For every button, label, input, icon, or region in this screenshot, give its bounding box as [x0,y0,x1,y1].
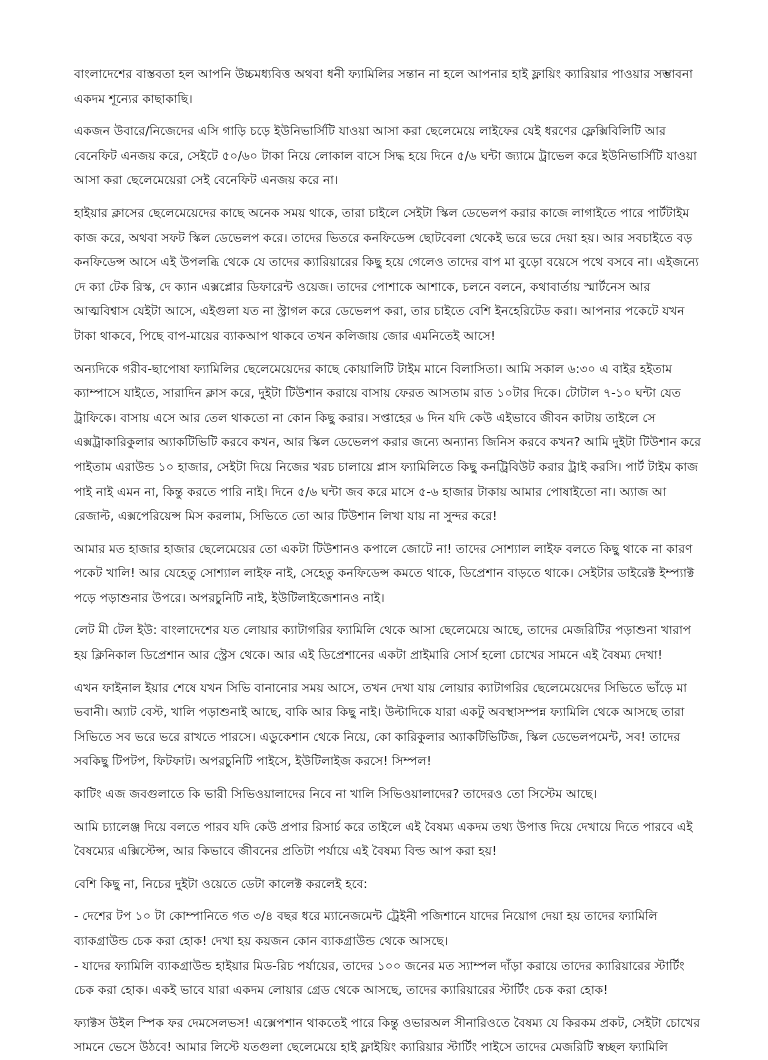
list-item-career-sample: - যাদের ফ্যামিলি ব্যাকগ্রাউন্ড হাইয়ার মিড-রিচ পর্যায়ের, তাদের ১০০ জনের মত স্যাম্পল দাঁড়া করায়ে তাদের ক্যারিয়ারের স্টার্টিং চেক করা হোক। একই ভাবে যারা একদম লোয়ার গ্রেড থেকে আসছে, তাদের ক্যারিয়ারের স্টার্টিং চেক করা হোক! [74,958,685,998]
paragraph-facts: ফ্যাক্টস উইল স্পিক ফর দেমসেলভস! এক্সেপশান থাকতেই পারে কিন্তু ওভারঅল সীনারিওতে বৈষম্য যে কিরকম প্রকট, সেইটা চোখের সামনে ভেসে উঠবে! আমার লিস্টে যতগুলা ছেলেমেয়ে হাই ফ্লাইয়িং ক্যারিয়ার স্টার্টিং পাইসে তাদের মেজরিটি স্বচ্ছল ফ্যামিলি [74,1015,701,1055]
paragraph-final-year-cv: এখন ফাইনাল ইয়ার শেষে যখন সিভি বানানোর সময় আসে, তখন দেখা যায় লোয়ার ক্যাটাগরির ছেলেমেয়েদের সিভিতে ভাঁড়ে মা ভবানী। অ্যাট বেস্ট, খালি পড়াশুনাই আছে, বাকি আর কিছু নাই। উল্টাদিকে যারা একটু অবস্থাসম্পন্ন ফ্যামিলি থেকে আসছে তারা সিভিতে সব ভরে ভরে রাখতে পারসে। এডুকেশান থেকে নিয়ে, কো কারিকুলার অ্যাকটিভিটিজ, স্কিল ডেভেলপমেন্ট, সব! তাদের সবকিছু টিপটপ, ফিটফাট। অপরচুনিটি পাইসে, ইউটিলাইজ করসে! সিম্পল! [74,680,687,769]
paragraph-challenge: আমি চ্যালেঞ্জ দিয়ে বলতে পারব যদি কেউ প্রপার রিসার্চ করে তাইলে এই বৈষম্য একদম তথ্য উপাত্ত দিয়ে দেখায়ে দিতে পারবে এই বৈষম্যের এক্সিস্টেন্স, আর কিভাবে জীবনের প্রতিটা পর্যায়ে এই বৈষম্য বিল্ড আপ করা হয়! [74,819,693,859]
paragraph-intro: বাংলাদেশের বাস্তবতা হল আপনি উচ্চমধ্যবিত্ত অথবা ধনী ফ্যামিলির সন্তান না হলে আপনার হাই ফ্লায়িং ক্যারিয়ার পাওয়ার সম্ভাবনা একদম শূন্যের কাছাকাছি। [74,67,693,106]
paragraph-depression: লেট মী টেল ইউ: বাংলাদেশের যত লোয়ার ক্যাটাগরির ফ্যামিলি থেকে আসা ছেলেমেয়ে আছে, তাদের মেজরিটির পড়াশুনা খারাপ হয় ক্লিনিকাল ডিপ্রেশান আর স্ট্রেস থেকে। আর এই ডিপ্রেশানের একটা প্রাইমারি সোর্স হলো চোখের সামনে এই বৈষম্য দেখা! [74,623,692,663]
paragraph-uber-students: একজন উবারে/নিজেদের এসি গাড়ি চড়ে ইউনিভার্সিটি যাওয়া আসা করা ছেলেমেয়ে লাইফের যেই ধরণের ফ্লেক্সিবিলিটি আর বেনেফিট এনজয় করে, সেইটে ৫০/৬০ টাকা নিয়ে লোকাল বাসে সিদ্ধ হয়ে দিনে ৫/৬ ঘন্টা জ্যামে ট্রাভেল করে ইউনিভার্সিটি যাওয়া আসা করা ছেলেমেয়েরা সেই বেনেফিট এনজয় করে না। [74,124,697,188]
list-item-top-companies: - দেশের টপ ১০ টা কোম্পানিতে গত ৩/৪ বছর ধরে ম্যানেজমেন্ট ট্রেইনী পজিশানে যাদের নিয়োগ দেয়া হয় তাদের ফ্যামিলি ব্যাকগ্রাউন্ড চেক করা হোক! দেখা হয় কয়জন কোন ব্যাকগ্রাউন্ড থেকে আসছে। [74,909,658,948]
paragraph-poor-family: অন্যদিকে গরীব-ছাপোষা ফ্যামিলির ছেলেমেয়েদের কাছে কোয়ালিটি টাইম মানে বিলাসিতা। আমি সকাল ৬:৩০ এ বাইর হইতাম ক্যাম্পাসে যাইতে, সারাদিন ক্লাস করে, দুইটা টিউশান করায়ে বাসায় ফেরত আসতাম রাত ১০টার দিকে। টোটাল ৭-১০ ঘন্টা যেত ট্রাফিকে। বাসায় এসে আর তেল থাকতো না কোন কিছু করার। সপ্তাহের ৬ দিন যদি কেউ এইভাবে জীবন কাটায় তাইলে সে এক্সট্রাকারিকুলার অ্যাকটিভিটি করবে কখন, আর স্কিল ডেভেলপ করার জন্যে অন্যান্য জিনিস করবে কখন? আমি দুইটা টিউশান করে পাইতাম এরাউন্ড ১০ হাজার, সেইটা দিয়ে নিজের খরচ চালায়ে প্লাস ফ্যামিলিতে কিছু কনট্রিবিউট করার ট্রাই করসি। পার্ট টাইম কাজ পাই নাই এমন না, কিন্তু করতে পারি নাই। দিনে ৫/৬ ঘন্টা জব করে মাসে ৫-৬ হাজার টাকায় আমার পোষাইতো না। অ্যাজ আ রেজাল্ট, এক্সপেরিয়েন্স মিস করলাম, সিভিতে তো আর টিউশান লিখা যায় না সুন্দর করে! [74,361,701,524]
paragraph-no-tuition: আমার মত হাজার হাজার ছেলেমেয়ের তো একটা টিউশানও কপালে জোটে না! তাদের সোশ্যাল লাইফ বলতে কিছু থাকে না কারণ পকেট খালি! আর যেহেতু সোশ্যাল লাইফ নাই, সেহেতু কনফিডেন্স কমতে থাকে, ডিপ্রেশান বাড়তে থাকে। সেইটার ডাইরেক্ট ইম্প্যাক্ট পড়ে পড়াশুনার উপরে। অপরচুনিটি নাই, ইউটিলাইজেশানও নাই। [74,541,695,605]
paragraph-cutting-edge-jobs: কাটিং এজ জবগুলাতে কি ভারী সিভিওয়ালাদের নিবে না খালি সিভিওয়ালাদের? তাদেরও তো সিস্টেম আছে। [74,787,597,802]
paragraph-data-collection: বেশি কিছু না, নিচের দুইটা ওয়েতে ডেটা কালেক্ট করলেই হবে: [74,876,368,891]
paragraph-higher-class: হাইয়ার ক্লাসের ছেলেমেয়েদের কাছে অনেক সময় থাকে, তারা চাইলে সেইটা স্কিল ডেভেলপ করার কাজে লাগাইতে পারে পার্টটাইম কাজ করে, অথবা সফট স্কিল ডেভেলপ করে। তাদের ভিতরে কনফিডেন্স ছোটবেলা থেকেই ভরে ভরে দেয়া হয়। আর সবচাইতে বড় কনফিডেন্স আসে এই উপলব্ধি থেকে যে তাদের ক্যারিয়ারের কিছু হয়ে গেলেও তাদের বাপ মা বুড়ো বয়েসে পথে বসবে না। এইজন্যে দে ক্যা টেক রিস্ক, দে ক্যান এক্সপ্লোর ডিফারেন্ট ওয়েজ। তাদের পোশাকে আশাকে, চলনে বলনে, কথাবার্তায় স্মার্টনেস আর আত্মবিশ্বাস যেইটা আসে, এইগুলা যত না স্ট্রাগল করে ডেভেলপ করা, তার চাইতে বেশি ইনহেরিটেড করা। আপনার পকেটে যখন টাকা থাকবে, পিছে বাপ-মায়ের ব্যাকআপ থাকবে তখন কলিজায় জোর এমনিতেই আসে! [74,205,699,343]
